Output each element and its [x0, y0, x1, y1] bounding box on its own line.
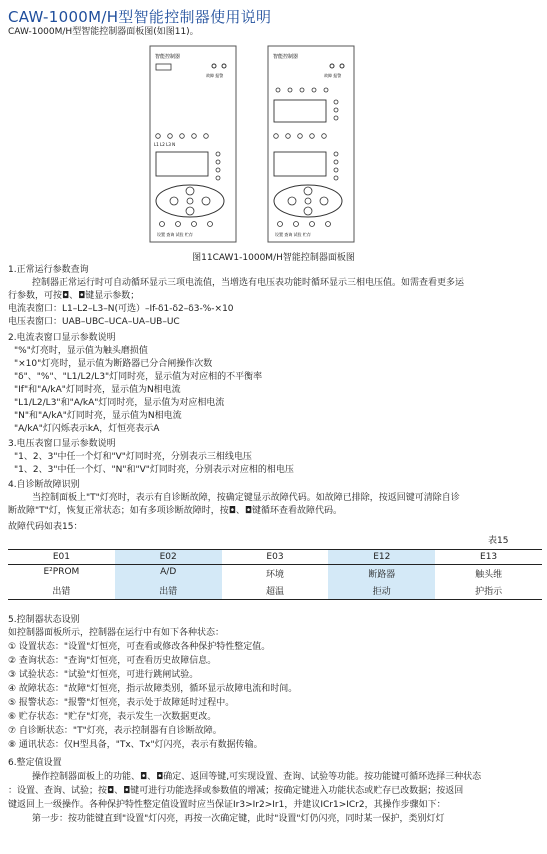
table-cell: 出错	[115, 582, 222, 599]
section6-p2: ：设置、查询、试验；按◘、◘键可进行功能选择或参数值的增减；按确定键进入功能状态或贮存已改数据；按返回	[8, 786, 464, 796]
section2-line: "L1/L2/L3"和"A/kA"灯同时亮，显示值为对应相电流	[14, 398, 225, 408]
status-item: ② 查询状态："查询"灯恒亮，可查看历史故障信息。	[8, 656, 217, 666]
status-item: ⑧ 通讯状态：仅H型具备，"Tx、Tx"灯闪亮，表示有数据传输。	[8, 740, 263, 750]
controller-panel-figure	[140, 44, 400, 249]
section2-line: "×10"灯亮时，显示值为断路器已分合闸操作次数	[14, 359, 213, 369]
fault-code-table	[8, 549, 542, 600]
status-item: ⑦ 自诊断状态："T"灯亮，表示控制器有自诊断故障。	[8, 726, 222, 736]
status-item: ① 设置状态："设置"灯恒亮，可查看或修改各种保护特性整定值。	[8, 642, 271, 652]
panel-diagram	[140, 44, 400, 249]
section4-p2: 断故障"T"灯，恢复正常状态；如有多项诊断故障时，按◘、◘键循环查看故障代码。	[8, 506, 343, 516]
status-item: ⑤ 报警状态："报警"灯恒亮，表示处于故障延时过程中。	[8, 698, 235, 708]
section6-p1: 操作控制器面板上的功能、◘、◘确定、返回等键,可实现设置、查询、试验等功能。按功能键可循环选择三种状态	[32, 772, 482, 782]
section2-line: "N"和"A/kA"灯同时亮，显示值为N相电流	[14, 411, 182, 421]
table-row	[8, 565, 542, 582]
table-cell: E²PROM	[43, 567, 80, 577]
section1-current: 电流表窗口：L1–L2–L3–N(可选）–If-δ1-δ2–δ3-%-×10	[8, 304, 234, 314]
section1-p1: 控制器正常运行时可自动循环显示三项电流值，当增选有电压表功能时循环显示三相电压值。如需查看更多运	[32, 278, 465, 288]
table-cell: 触头维	[475, 570, 503, 580]
table-cell: E02	[115, 550, 222, 564]
table-number: 表15	[488, 536, 509, 546]
svg-text:故障 报警: 故障 报警	[206, 73, 224, 78]
status-item: ③ 试验状态："试验"灯恒亮，可进行跳闸试验。	[8, 670, 199, 680]
svg-text:设置 查询 试验 贮存: 设置 查询 试验 贮存	[157, 232, 193, 237]
section2-heading: 2.电流表窗口显示参数说明	[8, 333, 116, 343]
doc-title: CAW-1000M/H型智能控制器使用说明	[8, 8, 272, 26]
svg-text:智能控制器: 智能控制器	[273, 54, 299, 60]
section2-line: "δ"、"%"、"L1/L2/L3"灯同时亮，显示值为对应相的不平衡率	[14, 372, 263, 382]
svg-text:设置 查询 试验 贮存: 设置 查询 试验 贮存	[275, 232, 311, 237]
section2-line: "A/kA"灯闪烁表示kA，灯恒亮表示A	[14, 424, 160, 434]
section5-intro: 如控制器面板所示，控制器在运行中有如下各种状态：	[8, 628, 225, 638]
section1-p2: 行参数，可按◘、◘键显示参数；	[8, 291, 140, 301]
section1-heading: 1.正常运行参数查询	[8, 265, 89, 275]
panel-m	[150, 46, 236, 242]
table-cell: E12	[328, 550, 435, 564]
panel-h	[268, 46, 354, 242]
doc-subtitle: CAW-1000M/H型智能控制器面板图(如图11)。	[8, 27, 199, 37]
table-cell: E03	[266, 552, 284, 562]
status-item: ④ 故障状态："故障"灯恒亮，指示故障类别，循环显示故障电流和时间。	[8, 684, 298, 694]
section4-p1: 当控制面板上"T"灯亮时，表示有自诊断故障，按确定键显示故障代码。如故障已排除，按返回键可清除自诊	[32, 493, 460, 503]
table-cell: 超温	[265, 587, 284, 597]
table-cell: E01	[52, 552, 70, 562]
table-row	[8, 582, 542, 599]
table-row	[8, 550, 542, 565]
section5-heading: 5.控制器状态设别	[8, 615, 80, 625]
section6-heading: 6.整定值设置	[8, 758, 62, 768]
table-cell: 护指示	[475, 587, 503, 597]
section2-line: "If"和"A/kA"灯同时亮，显示值为N相电流	[14, 385, 181, 395]
section6-p3: 键返回上一级操作。各种保护特性整定值设置时应当保证Ir3>Ir2>Ir1，并建议ICr1>ICr2，其操作步骤如下：	[8, 800, 446, 810]
section3-line: "1、2、3"中任一个灯、"N"和"V"灯同时亮，分别表示对应相的相电压	[14, 465, 294, 475]
table-intro: 故障代码如表15：	[8, 522, 83, 532]
table-cell: 拒动	[328, 582, 435, 599]
section4-heading: 4.自诊断故障识别	[8, 480, 80, 490]
section2-line: "%"灯亮时，显示值为触头磨损值	[14, 346, 148, 356]
status-item: ⑥ 贮存状态："贮存"灯亮，表示发生一次数据更改。	[8, 712, 217, 722]
svg-text:智能控制器: 智能控制器	[155, 54, 181, 60]
svg-text:L1 L2 L3 N: L1 L2 L3 N	[154, 142, 176, 147]
table-cell: A/D	[115, 565, 222, 582]
section1-voltage: 电压表窗口：UAB–UBC–UCA–UA–UB–UC	[8, 317, 180, 327]
table-cell: E13	[480, 552, 498, 562]
section3-heading: 3.电压表窗口显示参数说明	[8, 439, 116, 449]
figure-caption: 图11CAW1-1000M/H智能控制器面板图	[192, 253, 355, 263]
table-cell: 环境	[265, 570, 284, 580]
table-cell: 断路器	[328, 565, 435, 582]
svg-text:故障 报警: 故障 报警	[324, 73, 342, 78]
section6-p4: 第一步：按功能键直到"设置"灯闪亮，再按一次确定键，此时"设置"灯仍闪亮，同时某一保护，类别灯灯	[32, 814, 445, 824]
table-cell: 出错	[52, 587, 71, 597]
section3-line: "1、2、3"中任一个灯和"V"灯同时亮，分别表示三相线电压	[14, 452, 252, 462]
